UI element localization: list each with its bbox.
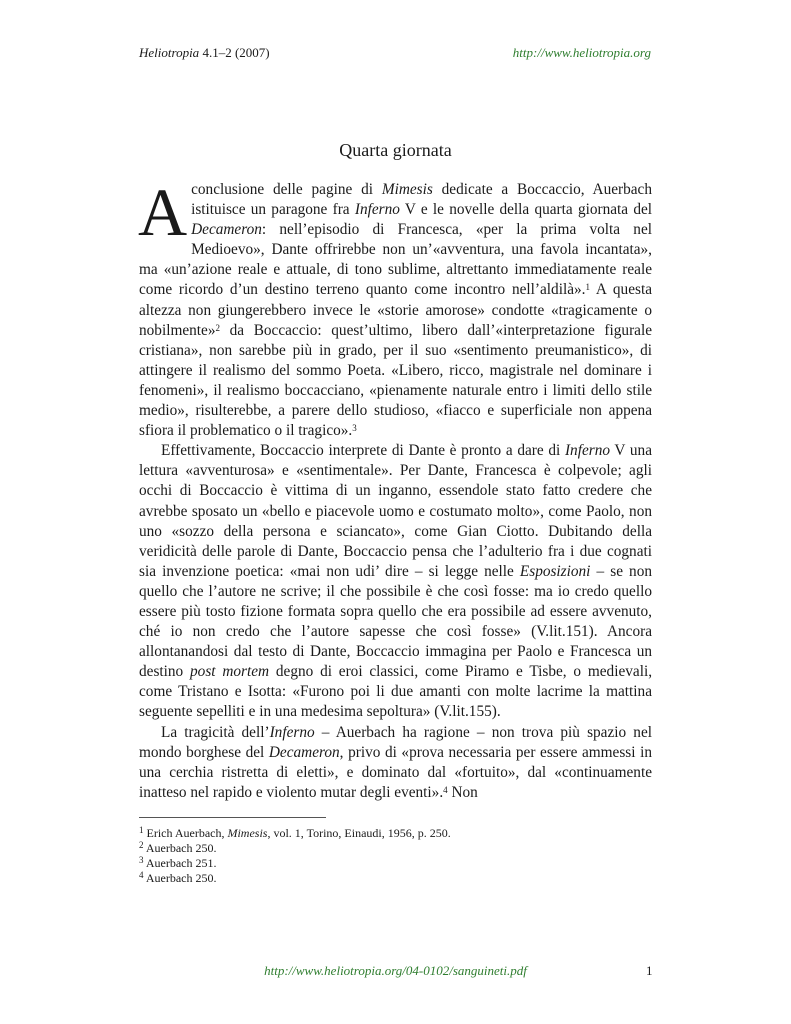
footnote-divider <box>139 817 326 818</box>
body-text <box>138 174 653 803</box>
footnote-2 <box>139 841 451 856</box>
footnote-ref-4[interactable]: 4 <box>443 784 448 795</box>
footer-url-link[interactable]: http://www.heliotropia.org/04-0102/sanguineti.pdf <box>264 963 527 978</box>
footnote-3 <box>139 856 451 871</box>
text-run: V e le novelle della quarta giornata del <box>399 201 653 219</box>
footnote-1 <box>139 826 451 841</box>
emphasis: post mortem <box>190 663 270 681</box>
emphasis: Inferno <box>564 442 610 460</box>
emphasis: Decameron <box>268 743 340 761</box>
footnote-text: Auerbach 250. <box>143 871 217 885</box>
running-header-citation <box>139 45 270 61</box>
text-run: Effettivamente, Boccaccio interprete di Dante è pronto a dare di <box>161 442 565 460</box>
footnote-4 <box>139 871 451 886</box>
paragraph-1 <box>138 174 653 441</box>
footnote-ref-1[interactable]: 1 <box>585 282 590 293</box>
journal-issue: 4.1–2 (2007) <box>199 45 270 60</box>
text-run: degno di eroi classici, come Piramo e Tisbe, o medievali, come Tristano e Isotta: «Furono poi li due amanti con molte lacrime la mattina seguente sepelliti e in una medesima sepoltura» (V.lit.155). <box>139 663 653 721</box>
emphasis: Mimesis <box>381 181 433 198</box>
emphasis: Decameron <box>191 221 262 239</box>
footnote-number: 4 <box>139 870 144 880</box>
footnote-ref-2[interactable]: 2 <box>215 322 220 333</box>
text-run: : nell’episodio di Francesca, «per la prima volta nel Medioevo», Dante offrirebbe non un’«avventura, una favola incantata», ma «un’azione reale e attuale, di tono sublime, altrettanto immediatamente reale come ricordo d’un destino terreno quanto come incontro nell’aldilà». <box>139 221 652 299</box>
text-run: da Boccaccio: quest’ultimo, libero dall’«interpretazione figurale cristiana», non sarebbe più in grado, per il suo «sentimento preumanistico», di attingere il realismo del sommo Poeta. «Libero, ricco, magistrale nel dominare i fenomeni», il realismo boccacciano, «pienamente naturale entro i limiti dello stile medio», risulterebbe, a parere dello studioso, «fiacco e superficiale non appena sfiora il problematico o il tragico». <box>139 321 652 440</box>
footnote-text: , vol. 1, Torino, Einaudi, 1956, p. 250. <box>267 826 451 840</box>
emphasis: Mimesis <box>227 826 268 840</box>
text-run: – se non quello che l’autore ne scrive; il che possibile è che così fosse: ma io credo quello essere più tosto fizione formata sopra quello che era possibile ad essere avvenuto, ché io non credo che l’autore sapesse che così fosse» (V.lit.151). Ancora allontanandosi dal testo di Dante, Boccaccio immagina per Paolo e Francesca un destino <box>139 562 653 681</box>
emphasis: Inferno <box>269 723 315 741</box>
text-run: – Auerbach ha ragione – non trova più spazio nel mondo borghese del <box>139 723 652 761</box>
footnote-text: Auerbach 250. <box>143 841 217 855</box>
text-run: La tragicità dell’ <box>161 723 270 741</box>
footnote-number: 1 <box>139 825 144 835</box>
paragraph-3 <box>139 723 652 803</box>
text-run: conclusione delle pagine di <box>191 181 382 198</box>
footnote-ref-3[interactable]: 3 <box>352 423 357 434</box>
footnote-number: 3 <box>139 855 144 865</box>
footnote-text: Erich Auerbach, <box>143 826 228 840</box>
text-run: dedicate a Boccaccio, Auerbach istituisce un paragone fra <box>191 181 652 219</box>
text-run: A questa altezza non giungerebbero invece le «storie amorose» condotte «tragicamente o nobilmente» <box>139 281 652 339</box>
footnote-text: Auerbach 251. <box>143 856 217 870</box>
text-run: V una lettura «avventurosa» e «sentimentale». Per Dante, Francesca è colpevole; agli occhi di Boccaccio è vittima di un inganno, essendole stato fatto credere che avrebbe sposato un «bello e piacevole uomo e costumato molto», come Paolo, non uno «sozzo della persona e sciancato», come Gian Ciotto. Dubitando della veridicità delle parole di Dante, Boccaccio pensa che l’adulterio fra i due cognati sia invenzione poetica: «mai non udi’ dire – si legge nelle <box>139 442 652 580</box>
text-run: , privo di «prova necessaria per essere ammessi in una cerchia ristretta di eletti», e dominato dal «fortuito», dal «continuamente inatteso nel rapido e violento mutar degli eventi». <box>139 743 652 801</box>
emphasis: Esposizioni <box>519 562 591 580</box>
section-title: Quarta giornata <box>339 140 452 160</box>
footnotes <box>139 826 451 886</box>
footnote-number: 2 <box>139 840 144 850</box>
page-number: 1 <box>646 963 653 978</box>
text-run: Non <box>447 783 478 801</box>
journal-name: Heliotropia <box>139 45 200 60</box>
emphasis: Inferno <box>354 201 400 219</box>
header-url-link[interactable]: http://www.heliotropia.org <box>512 45 651 60</box>
paragraph-2 <box>139 441 652 722</box>
drop-cap: A <box>138 174 188 250</box>
